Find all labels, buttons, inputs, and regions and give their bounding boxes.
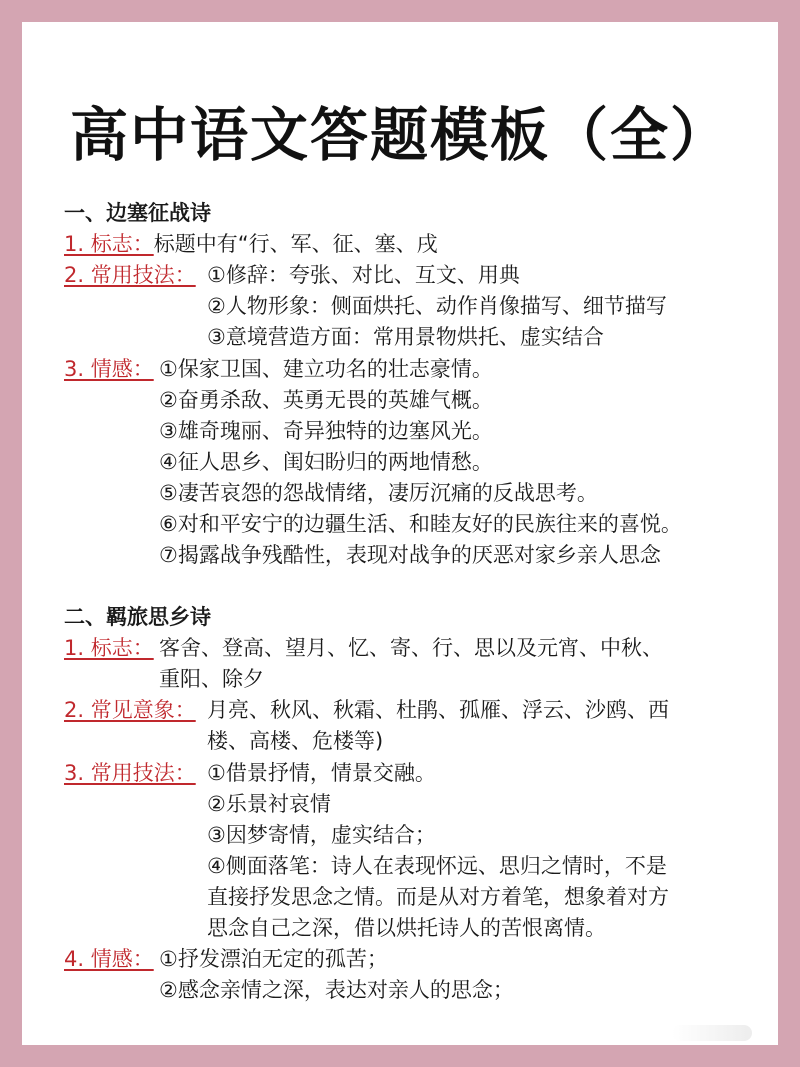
- s1-emotion-item: ⑦揭露战争残酷性，表现对战争的厌恶对家乡亲人思念: [159, 543, 661, 567]
- s1-emotion-label-row: [64, 354, 154, 384]
- s2-imagery-label: 2. 常见意象：: [64, 698, 196, 722]
- section1-heading: 一、边塞征战诗: [64, 201, 211, 225]
- s1-sign-row: [64, 229, 438, 259]
- page-title: 高中语文答题模板（全）: [69, 101, 730, 169]
- s2-emotion-item: ①抒发漂泊无定的孤苦；: [159, 947, 388, 971]
- s2-technique-item: ④侧面落笔：诗人在表现怀远、思归之情时，不是: [207, 854, 667, 878]
- s1-emotion-item: ②奋勇杀敌、英勇无畏的英雄气概。: [159, 388, 493, 412]
- s2-sign-line: 重阳、除夕: [159, 667, 264, 691]
- s1-emotion-item: ⑤凄苦哀怨的怨战情绪，凄厉沉痛的反战思考。: [159, 481, 598, 505]
- s1-emotion-item: ①保家卫国、建立功名的壮志豪情。: [159, 357, 493, 381]
- s2-imagery-label-row: [64, 695, 196, 725]
- section2-heading: 二、羁旅思乡诗: [64, 605, 211, 629]
- s2-emotion-label-row: [64, 944, 154, 974]
- s2-technique-label-row: [64, 758, 196, 788]
- s2-technique-label: 3. 常用技法：: [64, 761, 196, 785]
- s1-sign-label: 1. 标志：: [64, 232, 154, 256]
- s2-imagery-line: 月亮、秋风、秋霜、杜鹃、孤雁、浮云、沙鸥、西: [207, 698, 669, 722]
- s2-technique-item: 思念自己之深，借以烘托诗人的苦恨离情。: [207, 916, 606, 940]
- s2-technique-item: ①借景抒情，情景交融。: [207, 761, 436, 785]
- s2-sign-label-row: [64, 633, 154, 663]
- s1-technique-label: 2. 常用技法：: [64, 263, 196, 287]
- s1-sign-text: 标题中有“行、军、征、塞、戌: [153, 232, 438, 256]
- s2-emotion-label: 4. 情感：: [64, 947, 154, 971]
- s1-emotion-item: ⑥对和平安宁的边疆生活、和睦友好的民族往来的喜悦。: [159, 512, 682, 536]
- s1-technique-item: ①修辞：夸张、对比、互文、用典: [207, 263, 520, 287]
- s1-technique-item: ②人物形象：侧面烘托、动作肖像描写、细节描写: [207, 294, 667, 318]
- s1-emotion-item: ③雄奇瑰丽、奇异独特的边塞风光。: [159, 419, 493, 443]
- s2-sign-label: 1. 标志：: [64, 636, 154, 660]
- s1-technique-item: ③意境营造方面：常用景物烘托、虚实结合: [207, 325, 604, 349]
- s1-technique-label-row: [64, 260, 196, 290]
- s2-technique-item: 直接抒发思念之情。而是从对方着笔，想象着对方: [207, 885, 669, 909]
- s1-emotion-item: ④征人思乡、闺妇盼归的两地情愁。: [159, 450, 493, 474]
- s2-imagery-line: 楼、高楼、危楼等): [207, 729, 384, 753]
- s2-technique-item: ③因梦寄情，虚实结合；: [207, 823, 436, 847]
- s2-sign-line: 客舍、登高、望月、忆、寄、行、思以及元宵、中秋、: [159, 636, 663, 660]
- s2-emotion-item: ②感念亲情之深，表达对亲人的思念；: [159, 978, 514, 1002]
- s2-technique-item: ②乐景衬哀情: [207, 792, 331, 816]
- watermark: [672, 1025, 752, 1041]
- s1-emotion-label: 3. 情感：: [64, 357, 154, 381]
